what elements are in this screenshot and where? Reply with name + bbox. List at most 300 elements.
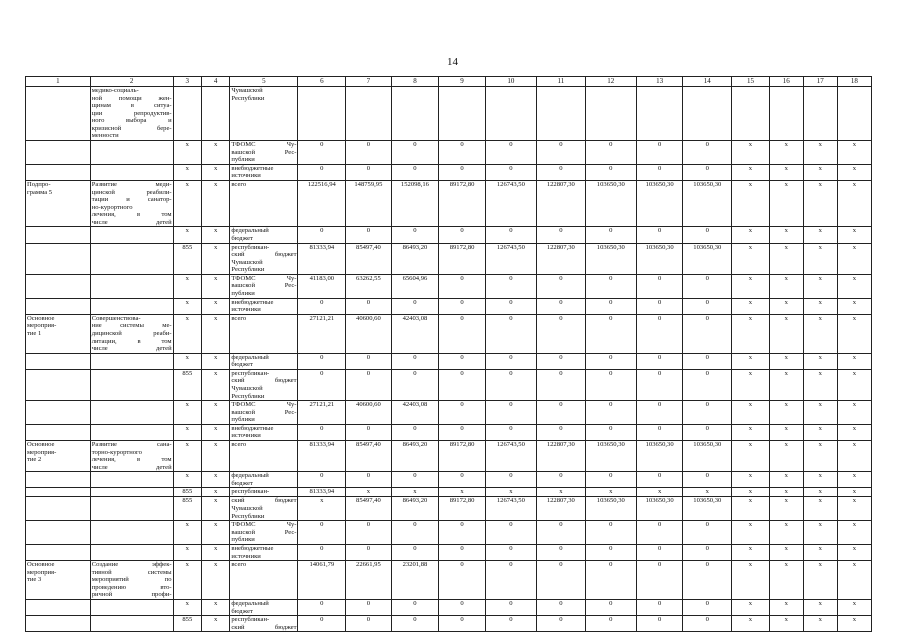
table-cell xyxy=(26,87,91,141)
table-cell: 122516,94 xyxy=(298,180,346,226)
table-cell: х xyxy=(201,616,229,632)
table-cell: ТФОМС Чу- вашской Рес- публики xyxy=(231,274,297,298)
table-cell: 0 xyxy=(585,401,636,425)
table-cell: 0 xyxy=(636,472,683,488)
table-cell: 855 xyxy=(173,616,201,632)
table-cell: х xyxy=(837,521,871,545)
table-cell xyxy=(298,87,346,141)
table-cell: 0 xyxy=(298,521,346,545)
table-cell: х xyxy=(837,488,871,497)
table-cell: 0 xyxy=(683,424,732,440)
table-cell: 855 xyxy=(173,488,201,497)
table-cell: х xyxy=(837,141,871,165)
table-cell: х xyxy=(769,616,803,632)
table-cell: х xyxy=(201,401,229,425)
table-cell: х xyxy=(732,141,769,165)
table-cell: 27121,21 xyxy=(298,401,346,425)
table-cell xyxy=(90,401,173,425)
table-cell xyxy=(26,472,91,488)
table-cell: 0 xyxy=(346,227,391,243)
table-cell: 0 xyxy=(485,600,536,616)
table-cell: х xyxy=(803,441,837,472)
table-cell: 81333,94 xyxy=(298,488,346,497)
table-cell xyxy=(837,87,871,141)
header-cell: 12 xyxy=(585,77,636,87)
table-cell xyxy=(90,497,173,521)
table-cell: медико-социаль- ной помощи жен- щинам в ситуа- ции репродуктив- ного выбора и кризисной бере- менности xyxy=(91,87,172,140)
table-cell: 0 xyxy=(439,164,486,180)
table-cell: Развитие сана- торно-курортного лечения, в том числе детей xyxy=(91,441,172,471)
table-cell: 40600,60 xyxy=(346,314,391,353)
table-row xyxy=(26,180,872,226)
table-cell: х xyxy=(201,141,229,165)
table-cell: всего xyxy=(230,441,298,472)
table-cell: 0 xyxy=(439,141,486,165)
table-cell: федеральный бюджет xyxy=(230,353,298,369)
table-cell: 81333,94 xyxy=(298,441,346,472)
table-cell: х xyxy=(173,314,201,353)
table-cell xyxy=(90,353,173,369)
table-cell: 0 xyxy=(683,141,732,165)
table-cell: х xyxy=(391,488,439,497)
table-cell: 0 xyxy=(485,424,536,440)
table-cell: х xyxy=(732,401,769,425)
table-cell: 40600,60 xyxy=(346,401,391,425)
budget-table xyxy=(25,76,872,632)
table-cell: х xyxy=(732,544,769,560)
table-cell: 0 xyxy=(585,616,636,632)
table-cell: х xyxy=(803,424,837,440)
table-cell: 0 xyxy=(636,544,683,560)
table-cell xyxy=(201,87,229,141)
table-cell: 23201,88 xyxy=(391,561,439,600)
table-cell: 0 xyxy=(636,521,683,545)
table-cell: 0 xyxy=(636,274,683,298)
table-cell: 0 xyxy=(585,227,636,243)
table-cell: х xyxy=(837,441,871,472)
table-cell: 0 xyxy=(391,353,439,369)
table-cell: федеральный бюджет xyxy=(230,227,298,243)
table-row xyxy=(26,141,872,165)
table-cell: 0 xyxy=(346,472,391,488)
table-cell: х xyxy=(837,298,871,314)
table-cell: 0 xyxy=(391,164,439,180)
table-cell: 14061,79 xyxy=(298,561,346,600)
table-row xyxy=(26,353,872,369)
header-cell: 10 xyxy=(485,77,536,87)
table-cell: х xyxy=(803,561,837,600)
table-cell: Основное мероприя- тие 2 xyxy=(26,441,91,472)
table-cell xyxy=(803,87,837,141)
table-cell: х xyxy=(173,298,201,314)
table-cell: 89172,80 xyxy=(439,497,486,521)
table-cell xyxy=(439,87,486,141)
table-cell: х xyxy=(173,441,201,472)
table-cell: х xyxy=(837,227,871,243)
table-cell: 0 xyxy=(683,521,732,545)
table-cell: 0 xyxy=(683,561,732,600)
table-cell xyxy=(90,472,173,488)
table-cell: 86493,20 xyxy=(391,497,439,521)
table-cell: 103650,30 xyxy=(585,497,636,521)
table-cell xyxy=(26,164,91,180)
table-cell: 103650,30 xyxy=(683,243,732,274)
table-cell: х xyxy=(837,424,871,440)
table-cell: х xyxy=(346,488,391,497)
table-cell: 103650,30 xyxy=(636,243,683,274)
table-cell: ТФОМС Чу- вашской Рес- публики xyxy=(231,401,297,424)
table-cell: х xyxy=(769,424,803,440)
table-cell: х xyxy=(769,141,803,165)
table-cell: х xyxy=(173,164,201,180)
table-cell: х xyxy=(803,180,837,226)
table-cell: 0 xyxy=(346,298,391,314)
table-cell: х xyxy=(173,401,201,425)
table-cell: 122807,30 xyxy=(536,497,585,521)
table-row xyxy=(26,488,872,497)
table-row xyxy=(26,521,872,545)
header-cell: 14 xyxy=(683,77,732,87)
table-cell: 0 xyxy=(346,521,391,545)
table-cell: х xyxy=(636,488,683,497)
table-cell: х xyxy=(803,141,837,165)
table-cell xyxy=(26,353,91,369)
table-cell: 0 xyxy=(485,298,536,314)
table-header xyxy=(26,77,872,87)
table-cell: 0 xyxy=(298,472,346,488)
table-cell: х xyxy=(201,274,229,298)
table-cell: 65604,96 xyxy=(391,274,439,298)
table-cell: Совершенствова- ние системы ме- дицинской реаби- литации, в том числе детей xyxy=(91,314,172,353)
table-cell xyxy=(769,87,803,141)
table-cell: х xyxy=(732,600,769,616)
table-cell: 0 xyxy=(298,616,346,632)
table-cell: 0 xyxy=(585,561,636,600)
table-cell xyxy=(90,616,173,632)
table-cell: республикан- ский бюджет Чувашской Республики xyxy=(231,243,297,274)
table-cell: х xyxy=(173,141,201,165)
table-row xyxy=(26,164,872,180)
table-cell: 0 xyxy=(391,600,439,616)
table-cell: х xyxy=(201,488,229,497)
table-cell: Подпро- грамма 5 xyxy=(26,180,91,226)
table-cell: 0 xyxy=(585,314,636,353)
table-cell: х xyxy=(837,164,871,180)
table-cell: 0 xyxy=(585,369,636,400)
table-cell xyxy=(391,87,439,141)
table-row xyxy=(26,600,872,616)
table-cell xyxy=(90,600,173,616)
table-cell: 85497,40 xyxy=(346,441,391,472)
table-cell: х xyxy=(837,561,871,600)
table-cell: 0 xyxy=(485,369,536,400)
table-cell: х xyxy=(732,164,769,180)
table-cell xyxy=(485,87,536,141)
header-cell: 2 xyxy=(90,77,173,87)
table-cell: х xyxy=(769,180,803,226)
table-cell xyxy=(585,87,636,141)
table-cell xyxy=(26,497,91,521)
table-cell: 0 xyxy=(536,424,585,440)
table-cell: 0 xyxy=(439,353,486,369)
header-cell: 3 xyxy=(173,77,201,87)
table-cell: 0 xyxy=(636,561,683,600)
table-cell: 0 xyxy=(346,600,391,616)
table-cell xyxy=(90,488,173,497)
table-cell xyxy=(26,298,91,314)
table-cell: 0 xyxy=(439,369,486,400)
table-cell: 0 xyxy=(585,424,636,440)
table-cell: 0 xyxy=(683,227,732,243)
table-cell xyxy=(732,87,769,141)
table-cell: х xyxy=(732,441,769,472)
table-cell: 855 xyxy=(173,369,201,400)
table-cell: 126743,50 xyxy=(485,497,536,521)
table-cell xyxy=(90,164,173,180)
table-cell: х xyxy=(837,274,871,298)
table-cell: х xyxy=(485,488,536,497)
table-cell: х xyxy=(201,521,229,545)
table-cell: 0 xyxy=(346,616,391,632)
table-cell: х xyxy=(769,561,803,600)
table-cell: х xyxy=(803,227,837,243)
table-cell xyxy=(90,369,173,400)
table-row xyxy=(26,227,872,243)
table-cell: 0 xyxy=(485,401,536,425)
header-cell: 8 xyxy=(391,77,439,87)
table-cell: 103650,30 xyxy=(683,441,732,472)
table-cell: всего xyxy=(230,561,298,600)
table-cell xyxy=(90,243,173,274)
header-cell: 18 xyxy=(837,77,871,87)
table-cell: х xyxy=(769,353,803,369)
table-cell: х xyxy=(803,521,837,545)
table-cell: х xyxy=(837,544,871,560)
table-cell: х xyxy=(173,274,201,298)
table-cell: 0 xyxy=(391,521,439,545)
header-cell: 1 xyxy=(26,77,91,87)
table-cell: 0 xyxy=(636,227,683,243)
table-cell: 0 xyxy=(439,472,486,488)
page-number: 14 xyxy=(447,56,458,68)
table-cell: х xyxy=(837,180,871,226)
table-cell: 0 xyxy=(636,600,683,616)
table-cell: х xyxy=(173,472,201,488)
table-cell xyxy=(26,369,91,400)
table-cell: х xyxy=(803,243,837,274)
table-cell: х xyxy=(201,164,229,180)
table-cell: 126743,50 xyxy=(485,441,536,472)
table-cell: Основное мероприя- тие 3 xyxy=(26,561,91,600)
table-cell xyxy=(90,544,173,560)
table-cell: республикан- ский бюджет xyxy=(231,616,297,631)
table-cell: 0 xyxy=(391,227,439,243)
table-cell: 89172,80 xyxy=(439,180,486,226)
table-cell: 103650,30 xyxy=(585,243,636,274)
table-cell: х xyxy=(803,401,837,425)
table-cell: 0 xyxy=(346,369,391,400)
table-cell: 0 xyxy=(298,353,346,369)
table-cell: 0 xyxy=(536,141,585,165)
table-cell: х xyxy=(769,544,803,560)
table-cell xyxy=(346,87,391,141)
table-cell: Развитие меди- цинской реабили- тации и санатор- но-курортного лечения, в том числе детей xyxy=(91,180,172,226)
table-cell: 0 xyxy=(485,472,536,488)
table-cell: х xyxy=(173,521,201,545)
table-cell: х xyxy=(803,353,837,369)
table-cell: 855 xyxy=(173,497,201,521)
table-cell: 0 xyxy=(485,227,536,243)
table-cell: ТФОМС Чу- вашской Рес- публики xyxy=(231,141,297,164)
table-cell: 0 xyxy=(439,401,486,425)
table-cell: 0 xyxy=(636,164,683,180)
header-cell: 17 xyxy=(803,77,837,87)
table-cell: х xyxy=(173,561,201,600)
table-cell: х xyxy=(769,227,803,243)
table-cell: 0 xyxy=(485,521,536,545)
table-cell: 0 xyxy=(391,141,439,165)
table-cell xyxy=(26,141,91,165)
table-cell: 0 xyxy=(536,164,585,180)
table-cell: 89172,80 xyxy=(439,243,486,274)
table-cell: 0 xyxy=(585,298,636,314)
table-cell: федеральный бюджет xyxy=(230,472,298,488)
table-cell: 0 xyxy=(439,616,486,632)
table-cell: х xyxy=(732,369,769,400)
table-cell: х xyxy=(837,369,871,400)
table-cell: х xyxy=(732,353,769,369)
table-cell: 63262,55 xyxy=(346,274,391,298)
table-cell: х xyxy=(732,497,769,521)
table-row xyxy=(26,274,872,298)
table-cell: 103650,30 xyxy=(636,180,683,226)
table-cell: х xyxy=(201,369,229,400)
table-cell: х xyxy=(732,488,769,497)
table-cell: 126743,50 xyxy=(485,180,536,226)
table-cell: 0 xyxy=(485,164,536,180)
header-cell: 13 xyxy=(636,77,683,87)
table-cell: х xyxy=(769,497,803,521)
table-cell: 27121,21 xyxy=(298,314,346,353)
table-cell: х xyxy=(732,274,769,298)
table-cell: х xyxy=(803,298,837,314)
table-cell: 0 xyxy=(346,141,391,165)
table-cell: 0 xyxy=(485,616,536,632)
table-cell xyxy=(26,227,91,243)
table-cell xyxy=(26,544,91,560)
table-cell: 103650,30 xyxy=(585,180,636,226)
table-cell: 0 xyxy=(439,561,486,600)
table-cell: 0 xyxy=(346,353,391,369)
table-cell: х xyxy=(769,243,803,274)
table-cell: 0 xyxy=(636,369,683,400)
table-cell: х xyxy=(837,314,871,353)
table-cell: 85497,40 xyxy=(346,497,391,521)
table-cell: внебюджетные источники xyxy=(230,298,298,314)
table-cell: внебюджетные источники xyxy=(230,424,298,440)
table-cell: 0 xyxy=(346,424,391,440)
table-cell: х xyxy=(769,369,803,400)
header-cell: 15 xyxy=(732,77,769,87)
table-cell: х xyxy=(732,227,769,243)
table-cell: 0 xyxy=(683,274,732,298)
header-cell: 6 xyxy=(298,77,346,87)
table-cell: 0 xyxy=(391,616,439,632)
table-cell: х xyxy=(837,243,871,274)
table-cell: внебюджетные источники xyxy=(230,164,298,180)
table-cell: х xyxy=(173,424,201,440)
table-cell: х xyxy=(732,180,769,226)
table-cell: Чувашской Республики xyxy=(230,87,298,141)
table-cell: 0 xyxy=(683,164,732,180)
table-cell xyxy=(26,401,91,425)
table-cell: 0 xyxy=(298,544,346,560)
table-cell: х xyxy=(298,497,346,521)
table-cell: 0 xyxy=(636,424,683,440)
table-cell: 0 xyxy=(391,472,439,488)
table-cell: х xyxy=(683,488,732,497)
table-row xyxy=(26,243,872,274)
table-cell xyxy=(536,87,585,141)
table-row xyxy=(26,497,872,521)
table-cell: 122807,30 xyxy=(536,441,585,472)
table-cell: 0 xyxy=(683,353,732,369)
table-cell xyxy=(90,141,173,165)
table-cell: 0 xyxy=(585,274,636,298)
table-cell: х xyxy=(732,243,769,274)
table-row xyxy=(26,561,872,600)
table-cell: х xyxy=(837,616,871,632)
table-cell: х xyxy=(201,424,229,440)
table-cell: 0 xyxy=(298,369,346,400)
table-cell: х xyxy=(769,401,803,425)
table-cell: 0 xyxy=(585,521,636,545)
table-cell xyxy=(26,488,91,497)
table-cell: 0 xyxy=(536,521,585,545)
table-cell: 0 xyxy=(683,616,732,632)
table-cell: 103650,30 xyxy=(636,497,683,521)
table-cell: 0 xyxy=(683,600,732,616)
table-cell: 0 xyxy=(683,401,732,425)
table-cell: 103650,30 xyxy=(683,180,732,226)
table-cell: х xyxy=(201,180,229,226)
table-cell: х xyxy=(201,314,229,353)
table-cell: 0 xyxy=(536,561,585,600)
table-cell: 0 xyxy=(485,544,536,560)
table-cell: 0 xyxy=(536,472,585,488)
table-cell: 0 xyxy=(485,141,536,165)
table-cell: х xyxy=(803,164,837,180)
table-cell: х xyxy=(173,180,201,226)
table-cell: 0 xyxy=(636,353,683,369)
table-cell: 42403,08 xyxy=(391,314,439,353)
table-cell: х xyxy=(173,227,201,243)
table-cell: 22661,95 xyxy=(346,561,391,600)
table-cell: х xyxy=(769,521,803,545)
table-cell: 0 xyxy=(683,369,732,400)
table-cell: х xyxy=(732,472,769,488)
header-cell: 16 xyxy=(769,77,803,87)
table-cell: 0 xyxy=(536,616,585,632)
table-cell: 0 xyxy=(439,274,486,298)
table-cell: 0 xyxy=(585,472,636,488)
table-cell xyxy=(90,274,173,298)
table-cell: х xyxy=(769,472,803,488)
table-cell: 0 xyxy=(683,472,732,488)
table-cell: х xyxy=(803,488,837,497)
table-cell: х xyxy=(803,274,837,298)
table-cell: 0 xyxy=(536,314,585,353)
